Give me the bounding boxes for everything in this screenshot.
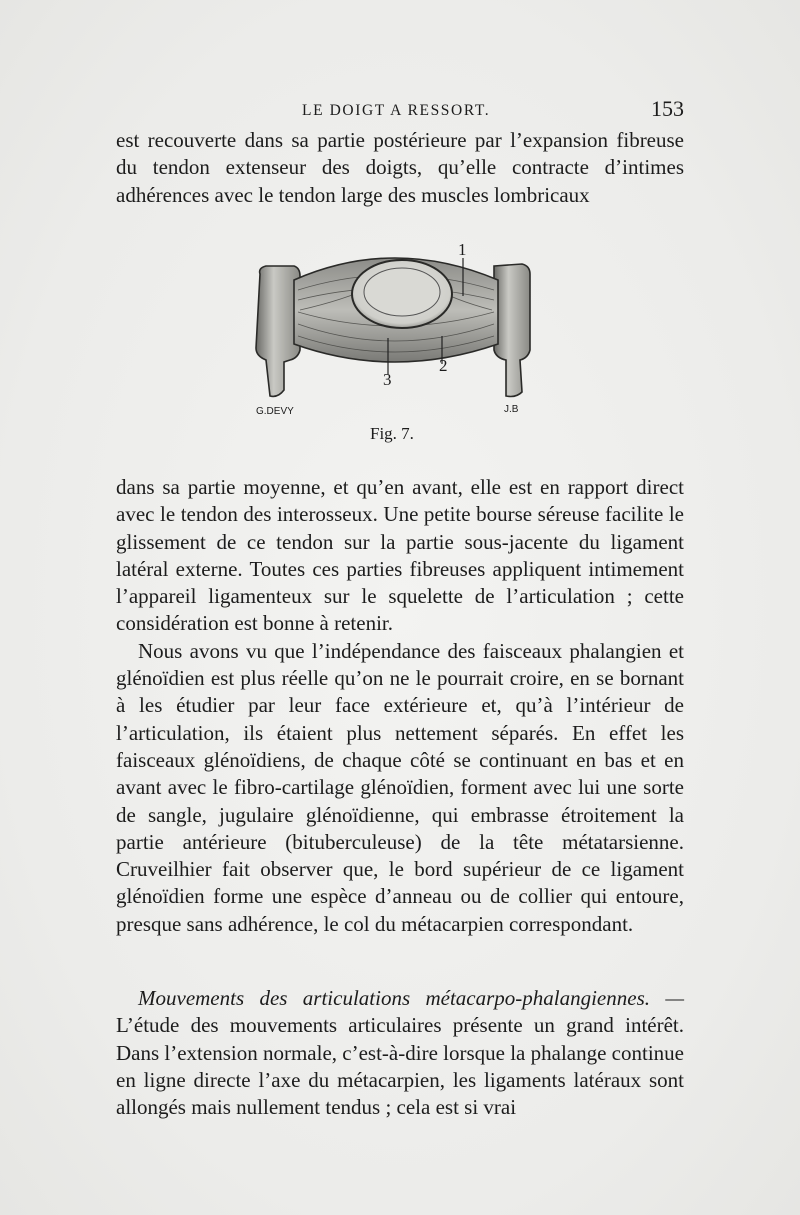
ligament-illustration	[254, 240, 538, 445]
figure-caption: Fig. 7.	[370, 424, 414, 443]
paragraph: Nous avons vu que l’indépendance des faisceaux phalangien et glénoïdien est plus réelle qu’on ne le pourrait croire, en se bornant à les étudier par leur face extérieure et, qu’à l’intérieur de l’articulation, ils étaient plus nettement séparés. En effet les faisceaux glénoïdiens, de chaque côté se continuant en bas et en avant avec le fibro-cartilage glénoïdien, forment avec lui une sorte de sangle, jugulaire glénoïdienne, qui embrasse étroitement la partie antérieure (bituberculeuse) de la tête métatarsienne. Cruveilhier fait observer que, le bord supérieur de ce ligament glénoïdien forme une espèce d’anneau ou de collier qui entoure, presque sans adhérence, le col du métacarpien correspondant.	[116, 638, 684, 936]
figure-label-3: 3	[383, 370, 392, 389]
paragraph-continuation: est recouverte dans sa partie postérieure par l’expansion fibreuse du tendon extenseur des doigts, qu’elle contracte d’intimes adhérences avec le tendon large des muscles lombricaux	[116, 128, 684, 207]
page-number: 153	[651, 96, 684, 121]
text-block-middle	[116, 474, 684, 938]
section-heading: Mouvements des articulations métacarpo-phalangiennes. —	[138, 986, 684, 1010]
figure-label-2: 2	[439, 356, 448, 375]
text-block-section	[116, 985, 684, 1121]
text-block-top	[116, 127, 684, 209]
engraver-signature-left: G.DEVY	[256, 406, 294, 417]
page-header	[116, 96, 684, 122]
paragraph: dans sa partie moyenne, et qu’en avant, elle est en rapport direct avec le tendon des interosseux. Une petite bourse séreuse facilite le glissement de ce tendon sur la partie sous-jacente du ligament latéral externe. Toutes ces parties fibreuses appliquent intimement l’appareil ligamenteux sur le squelette de l’articulation ; cette considération est bonne à retenir.	[116, 475, 684, 636]
figure-label-1: 1	[458, 240, 467, 259]
running-title: LE DOIGT A RESSORT.	[302, 102, 491, 119]
anatomical-figure	[254, 240, 538, 445]
engraver-signature-right: J.B	[504, 404, 519, 415]
section-text: L’étude des mouvements articulaires présente un grand intérêt. Dans l’extension normale, c’est-à-dire lorsque la phalange continue en ligne directe l’axe du métacarpien, les ligaments latéraux sont allongés mais nullement tendus ; cela est si vrai	[116, 1013, 684, 1120]
